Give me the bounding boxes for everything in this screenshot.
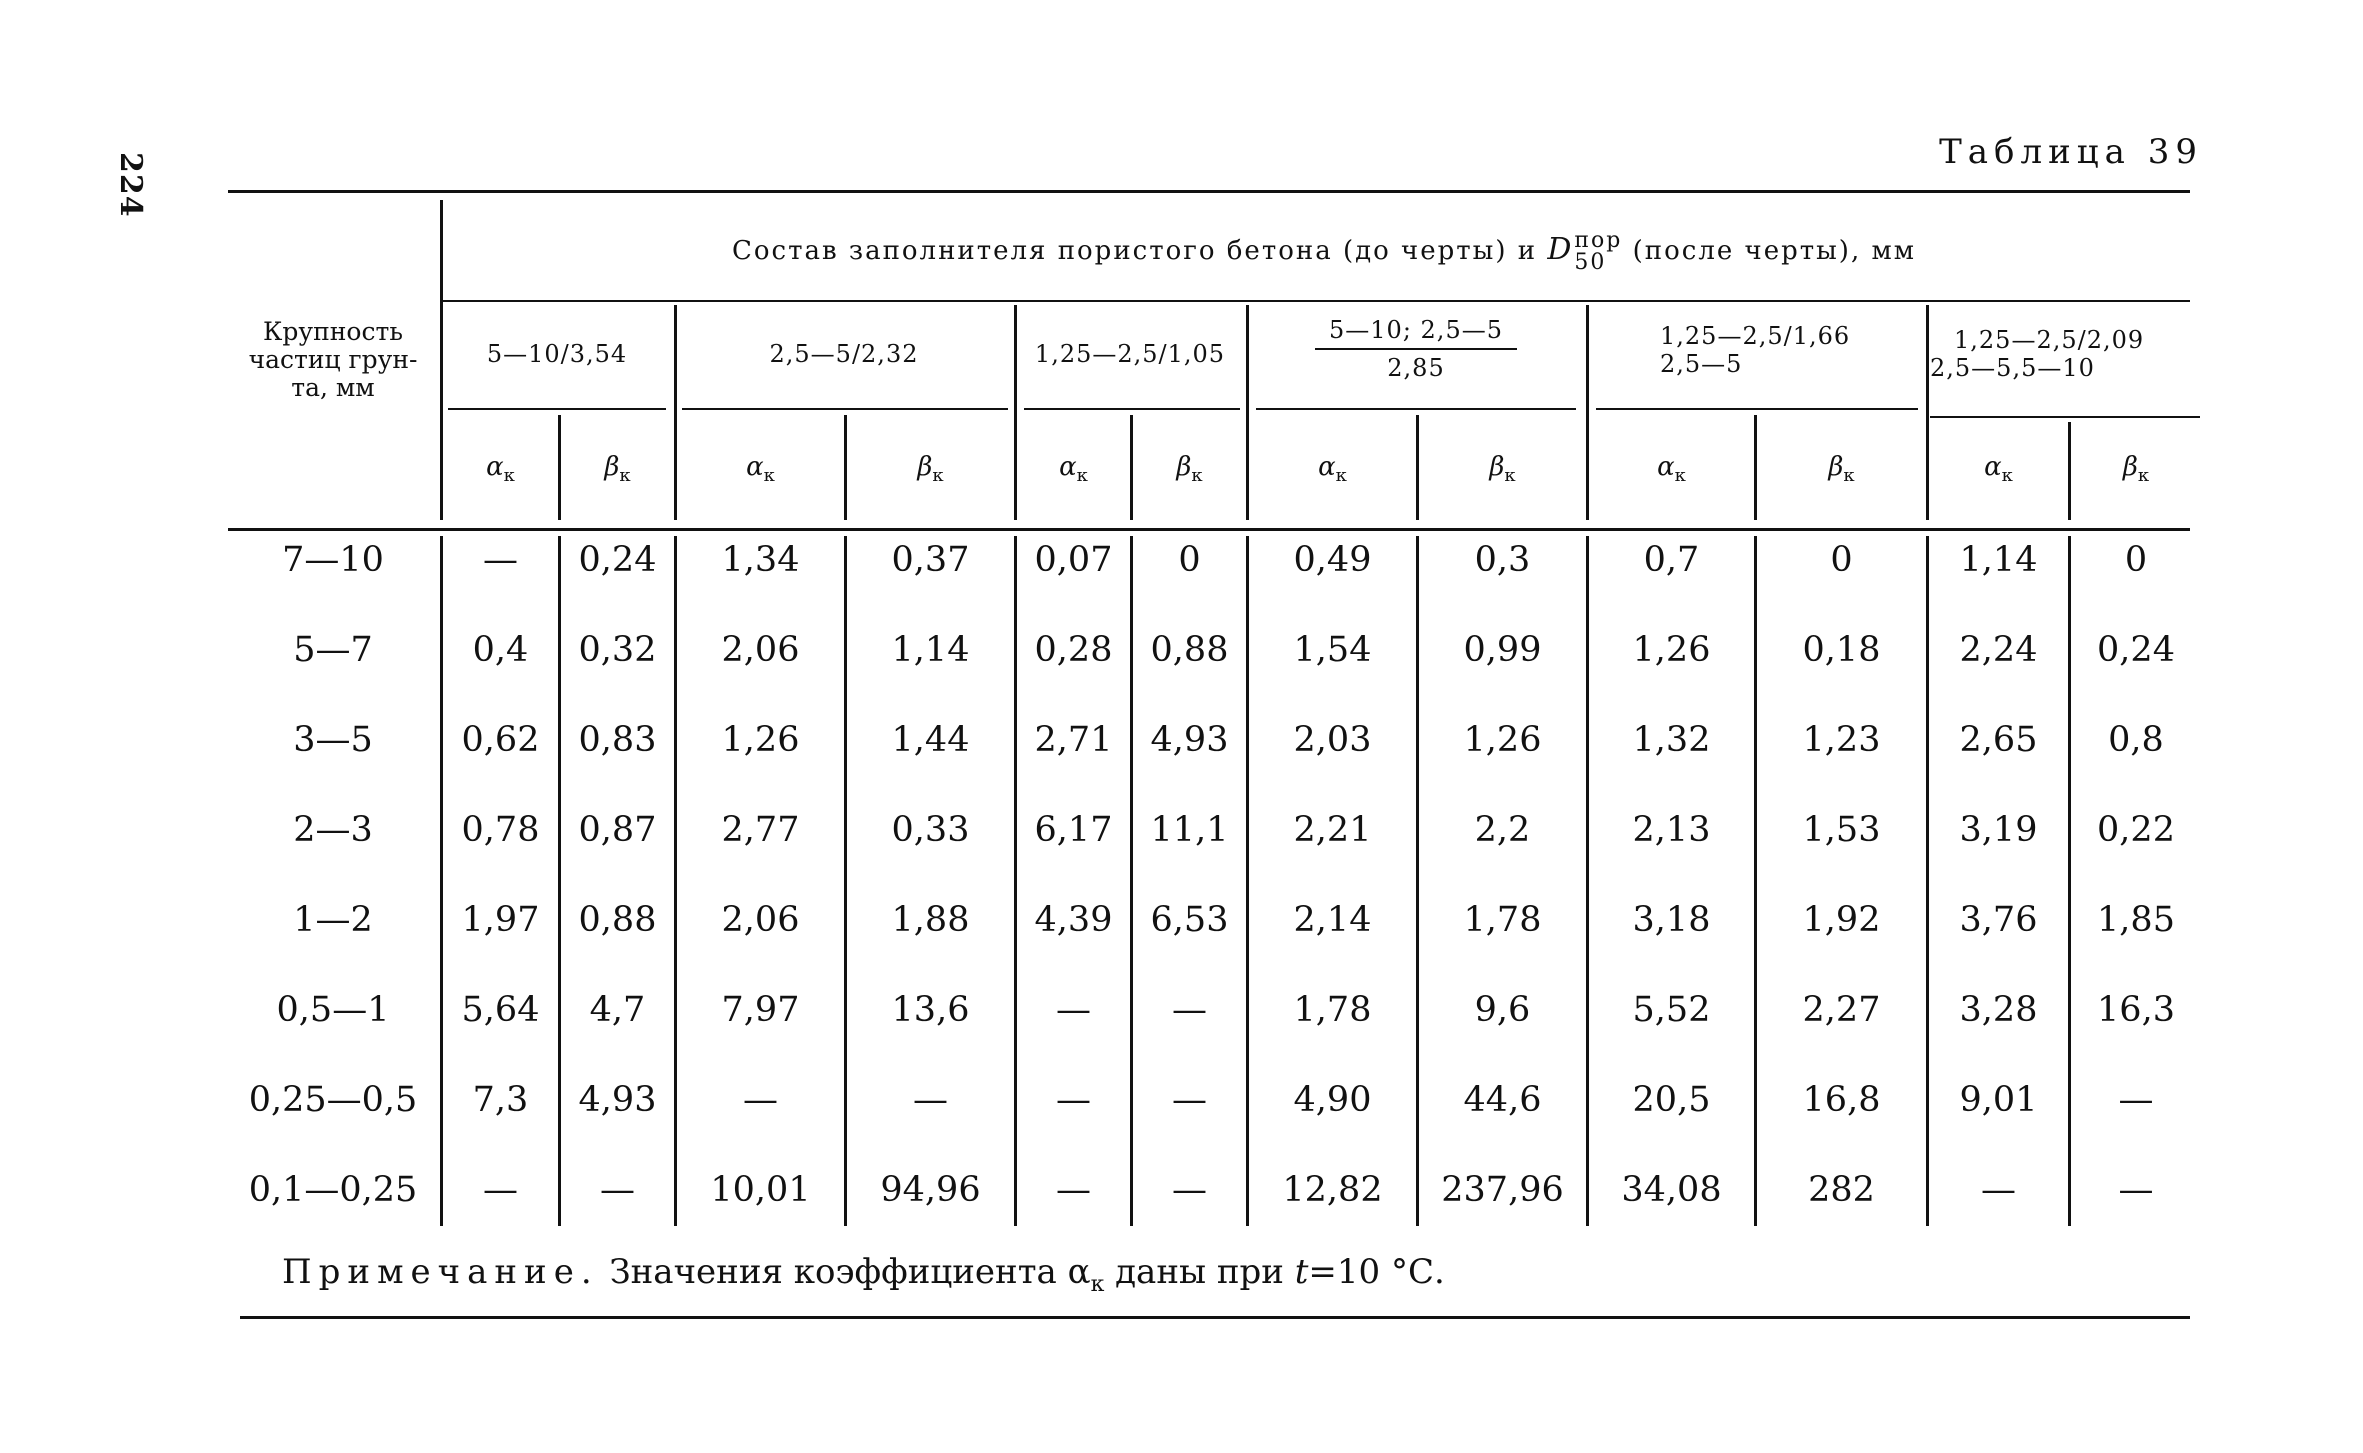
bottom-rule — [240, 1316, 2190, 1319]
table-cell: 2,65 — [1959, 720, 2038, 760]
table-cell: 6,53 — [1150, 900, 1229, 940]
vline-group — [1926, 305, 1929, 520]
group-header — [1660, 322, 1850, 378]
beta-k-header: $\beta_к$ — [917, 452, 944, 487]
table-cell: 0,8 — [2108, 720, 2164, 760]
table-cell: 0,88 — [578, 900, 657, 940]
group-underline — [448, 408, 666, 410]
table-cell: 12,82 — [1282, 1170, 1383, 1210]
table-cell: 2,24 — [1959, 630, 2038, 670]
table-cell: — — [1981, 1170, 2016, 1210]
table-cell: 11,1 — [1150, 810, 1229, 850]
table-cell: 0,28 — [1034, 630, 1113, 670]
row-label: 7—10 — [282, 540, 384, 580]
table-cell: 1,26 — [721, 720, 800, 760]
table-cell: — — [1172, 1080, 1207, 1120]
table-cell: 20,5 — [1632, 1080, 1711, 1120]
table-cell: 1,54 — [1293, 630, 1372, 670]
table-cell: 4,93 — [1150, 720, 1229, 760]
header-bottom-rule — [228, 528, 2190, 531]
table-cell: — — [743, 1080, 778, 1120]
fraction-numerator: 5—10; 2,5—5 — [1315, 316, 1517, 350]
page-number: 224 — [113, 152, 148, 218]
vline-group — [1014, 305, 1017, 520]
group-header-line: 2,5—5 — [1660, 350, 1743, 378]
table-cell: 4,93 — [578, 1080, 657, 1120]
d50-symbol: D — [1547, 232, 1574, 267]
group-header-line: 1,25—2,5/2,09 — [1954, 326, 2145, 354]
table-cell: 1,34 — [721, 540, 800, 580]
fraction-denominator: 2,85 — [1387, 354, 1445, 382]
main-header — [732, 230, 1916, 274]
table-cell: 1,88 — [891, 900, 970, 940]
group-header: 2,5—5/2,32 — [769, 340, 919, 368]
d50-subscript: 50 — [1574, 250, 1607, 275]
table-cell: 1,97 — [461, 900, 540, 940]
table-cell: 1,85 — [2097, 900, 2175, 940]
table-cell: 1,14 — [1959, 540, 2038, 580]
table-note — [282, 1252, 1445, 1297]
alpha-k-header: $\alpha_к$ — [1657, 452, 1686, 487]
table-cell: 0,7 — [1643, 540, 1700, 580]
table-cell: 4,90 — [1293, 1080, 1372, 1120]
table-cell: 2,77 — [721, 810, 800, 850]
table-cell: 9,01 — [1959, 1080, 2038, 1120]
table-cell: 3,76 — [1959, 900, 2038, 940]
table-cell: 0,24 — [578, 540, 657, 580]
table-cell: — — [2118, 1080, 2154, 1120]
table-cell: 1,92 — [1802, 900, 1881, 940]
row-label: 0,25—0,5 — [248, 1080, 418, 1120]
group-header — [1249, 316, 1583, 382]
beta-k-header: $\beta_к$ — [604, 452, 631, 487]
table-cell: 237,96 — [1441, 1170, 1564, 1210]
group-underline — [1930, 416, 2200, 418]
table-cell: — — [483, 540, 518, 580]
table-cell: 0,32 — [578, 630, 657, 670]
table-cell: 0 — [2124, 540, 2148, 580]
table-cell: — — [2118, 1170, 2154, 1210]
table-cell: 2,06 — [721, 630, 800, 670]
table-cell: 5,64 — [461, 990, 540, 1030]
main-header-suffix: (после черты), мм — [1622, 236, 1916, 266]
alpha-k-header: $\alpha_к$ — [1059, 452, 1088, 487]
table-cell: 10,01 — [710, 1170, 811, 1210]
table-cell: 2,27 — [1802, 990, 1881, 1030]
table-cell: 7,97 — [721, 990, 800, 1030]
table-cell: 1,23 — [1802, 720, 1881, 760]
alpha-k-header: $\alpha_к$ — [486, 452, 515, 487]
table-cell: 3,18 — [1632, 900, 1711, 940]
row-label-header-line: Крупность — [263, 317, 403, 346]
group-header-fraction — [1315, 316, 1517, 382]
group-underline — [682, 408, 1008, 410]
row-label: 0,1—0,25 — [248, 1170, 418, 1210]
table-cell: 16,8 — [1802, 1080, 1881, 1120]
alpha-k-header: $\alpha_к$ — [1984, 452, 2013, 487]
table-cell: 13,6 — [891, 990, 970, 1030]
table-cell: 2,14 — [1293, 900, 1372, 940]
table-cell: 5,52 — [1632, 990, 1711, 1030]
table-cell: 3,19 — [1959, 810, 2038, 850]
table-cell: 0,22 — [2097, 810, 2175, 850]
table-cell: 0,24 — [2097, 630, 2175, 670]
table-cell: 0,49 — [1293, 540, 1372, 580]
table-cell: 44,6 — [1463, 1080, 1542, 1120]
note-label: Примечание. — [282, 1252, 599, 1292]
table-cell: 0,78 — [461, 810, 540, 850]
vline-group — [1586, 305, 1589, 520]
d50-superscript: пор — [1574, 228, 1623, 253]
table-cell: 0,83 — [578, 720, 657, 760]
table-cell: 0,87 — [578, 810, 657, 850]
table-cell: 1,14 — [891, 630, 970, 670]
group-header-line: 2,5—5,5—10 — [1930, 354, 2095, 382]
table-cell: 2,71 — [1034, 720, 1113, 760]
top-rule — [228, 190, 2190, 193]
table-cell: 9,6 — [1474, 990, 1531, 1030]
main-header-prefix: Состав заполнителя пористого бетона (до черты) и — [732, 236, 1548, 266]
vline-group — [674, 305, 677, 520]
table-cell: — — [600, 1170, 635, 1210]
table-cell: 16,3 — [2097, 990, 2175, 1030]
beta-k-header: $\beta_к$ — [1176, 452, 1203, 487]
table-cell: 2,06 — [721, 900, 800, 940]
table-cell: 2,03 — [1293, 720, 1372, 760]
table-cell: 1,26 — [1463, 720, 1542, 760]
table-cell: 0,3 — [1474, 540, 1531, 580]
table-cell: 0 — [1178, 540, 1201, 580]
table-cell: — — [1172, 1170, 1207, 1210]
table-cell: 282 — [1808, 1170, 1875, 1210]
alpha-k-header: $\alpha_к$ — [1318, 452, 1347, 487]
table-cell: 1,32 — [1632, 720, 1711, 760]
table-cell: 0,37 — [891, 540, 970, 580]
table-cell: 0,4 — [472, 630, 529, 670]
group-header — [1930, 326, 2144, 382]
table-cell: 0,99 — [1463, 630, 1542, 670]
group-underline — [1024, 408, 1240, 410]
row-label: 0,5—1 — [276, 990, 390, 1030]
table-cell: 1,78 — [1293, 990, 1372, 1030]
table-cell: 0,62 — [461, 720, 540, 760]
table-cell: 0,18 — [1802, 630, 1881, 670]
table-cell: 6,17 — [1034, 810, 1113, 850]
group-header: 1,25—2,5/1,05 — [1034, 340, 1226, 368]
table-cell: — — [1056, 990, 1091, 1030]
note-text: =10 °С. — [1308, 1252, 1445, 1292]
note-subscript: к — [1090, 1271, 1105, 1297]
table-cell: — — [1056, 1080, 1091, 1120]
table-cell: 0,88 — [1150, 630, 1229, 670]
table-cell: 1,26 — [1632, 630, 1711, 670]
main-header-underline — [443, 300, 2190, 302]
table-cell: 2,2 — [1474, 810, 1531, 850]
row-label: 1—2 — [293, 900, 373, 940]
table-cell: 3,28 — [1959, 990, 2038, 1030]
table-cell: 0 — [1830, 540, 1853, 580]
table-cell: 1,78 — [1463, 900, 1542, 940]
table-cell: 2,21 — [1293, 810, 1372, 850]
group-header: 5—10/3,54 — [486, 340, 628, 368]
note-text: Значения коэффициента α — [598, 1252, 1091, 1292]
beta-k-header: $\beta_к$ — [1828, 452, 1855, 487]
beta-k-header: $\beta_к$ — [1489, 452, 1516, 487]
table-cell: — — [913, 1080, 948, 1120]
table-cell: 34,08 — [1621, 1170, 1722, 1210]
row-label-header-line: частиц грун- — [248, 345, 418, 374]
table-cell: — — [483, 1170, 518, 1210]
group-underline — [1256, 408, 1576, 410]
table-cell: 2,13 — [1632, 810, 1711, 850]
row-label: 3—5 — [293, 720, 373, 760]
table-cell: 94,96 — [880, 1170, 981, 1210]
table-cell: — — [1056, 1170, 1091, 1210]
group-header-line: 1,25—2,5/1,66 — [1660, 322, 1851, 350]
table-cell: 0,07 — [1034, 540, 1113, 580]
table-cell: 0,33 — [891, 810, 970, 850]
beta-k-header: $\beta_к$ — [2122, 452, 2150, 487]
table-cell: 1,53 — [1802, 810, 1881, 850]
alpha-k-header: $\alpha_к$ — [746, 452, 775, 487]
table-cell: 7,3 — [472, 1080, 529, 1120]
table-title: Таблица 39 — [1939, 132, 2203, 172]
row-label: 2—3 — [293, 810, 373, 850]
row-label: 5—7 — [293, 630, 373, 670]
note-variable: t — [1294, 1252, 1309, 1292]
row-label-header-line: та, мм — [291, 373, 375, 402]
row-label-header — [228, 318, 438, 402]
note-text: даны при — [1104, 1252, 1295, 1292]
table-cell: 4,7 — [589, 990, 646, 1030]
table-cell: — — [1172, 990, 1207, 1030]
table-cell: 4,39 — [1034, 900, 1113, 940]
table-cell: 1,44 — [891, 720, 970, 760]
group-underline — [1596, 408, 1918, 410]
